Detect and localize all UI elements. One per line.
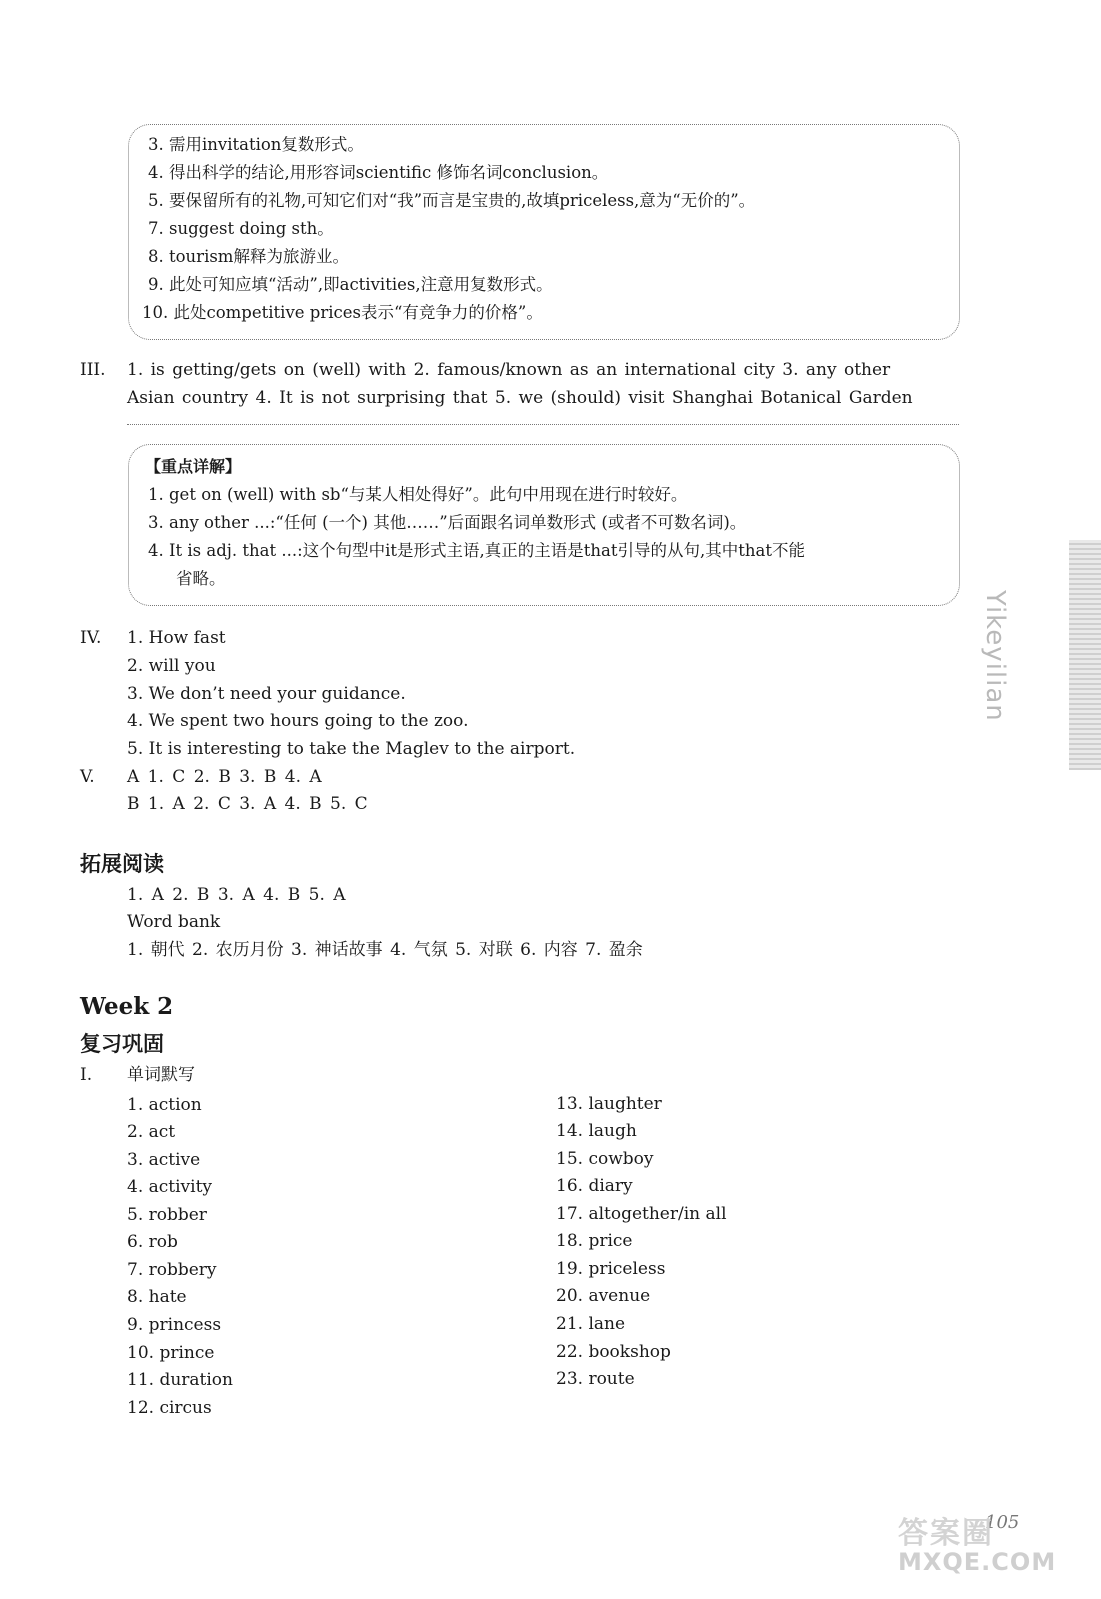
note-line: 3. 需用invitation复数形式。 [148, 135, 364, 154]
word-item: 13. laughter [556, 1094, 662, 1114]
word-item: 4. activity [127, 1177, 213, 1197]
word-item: 7. robbery [127, 1260, 217, 1280]
answer-line: 4. We spent two hours going to the zoo. [127, 711, 469, 731]
week-heading: Week 2 [80, 993, 174, 1020]
note-line: 8. tourism解释为旅游业。 [148, 247, 349, 266]
word-item: 6. rob [127, 1232, 178, 1252]
word-item: 18. price [556, 1231, 633, 1251]
word-item: 22. bookshop [556, 1342, 671, 1362]
word-item: 15. cowboy [556, 1149, 654, 1169]
note-line: 7. suggest doing sth。 [148, 219, 334, 238]
page-number: 105 [985, 1512, 1020, 1533]
word-item: 11. duration [127, 1370, 233, 1390]
word-bank-line: 1. 朝代 2. 农历月份 3. 神话故事 4. 气氛 5. 对联 6. 内容 7. 盈余 [127, 940, 643, 960]
note-line: 3. any other ...:“任何 (一个) 其他……”后面跟名词单数形式 (或者不可数名词)。 [148, 513, 747, 532]
word-bank-label: Word bank [127, 912, 221, 932]
section-numeral-iii: III. [80, 360, 106, 380]
section-iii-line-2: Asian country 4. It is not surprising that 5. we (should) visit Shanghai Botanical Garden [127, 388, 913, 408]
word-item: 10. prince [127, 1343, 215, 1363]
watermark-logo: 答案圈 [898, 1516, 994, 1551]
answer-line: A 1. C 2. B 3. B 4. A [127, 767, 322, 787]
word-item: 8. hate [127, 1287, 187, 1307]
section-iii-line-1: 1. is getting/gets on (well) with 2. famous/known as an international city 3. any other [127, 360, 891, 380]
answer-line: 1. How fast [127, 628, 226, 648]
section-numeral-v: V. [80, 767, 95, 787]
section-numeral-i: I. [80, 1065, 93, 1085]
extended-reading-heading: 拓展阅读 [80, 852, 164, 876]
answer-line: B 1. A 2. C 3. A 4. B 5. C [127, 794, 368, 814]
note-line: 4. 得出科学的结论,用形容词scientific 修饰名词conclusion。 [148, 163, 609, 182]
word-item: 12. circus [127, 1398, 212, 1418]
review-heading: 复习巩固 [80, 1032, 164, 1056]
note-line: 4. It is adj. that ...:这个句型中it是形式主语,真正的主语是that引导的从句,其中that不能 [148, 541, 805, 560]
word-item: 9. princess [127, 1315, 222, 1335]
answer-line: 2. will you [127, 656, 216, 676]
note-line: 5. 要保留所有的礼物,可知它们对“我”而言是宝贵的,故填priceless,意为“无价的”。 [148, 191, 756, 210]
word-item: 20. avenue [556, 1286, 651, 1306]
word-item: 21. lane [556, 1314, 626, 1334]
word-item: 5. robber [127, 1205, 207, 1225]
word-item: 3. active [127, 1150, 201, 1170]
word-item: 2. act [127, 1122, 176, 1142]
word-item: 1. action [127, 1095, 202, 1115]
watermark-url: MXQE.COM [898, 1548, 1057, 1576]
divider [127, 424, 959, 425]
section-numeral-iv: IV. [80, 628, 102, 648]
note-line: 10. 此处competitive prices表示“有竞争力的价格”。 [142, 303, 543, 322]
note-line: 省略。 [176, 569, 226, 588]
side-texture-strip [1069, 540, 1101, 770]
answer-line: 1. A 2. B 3. A 4. B 5. A [127, 885, 346, 905]
answer-line: 3. We don’t need your guidance. [127, 684, 406, 704]
word-item: 16. diary [556, 1176, 633, 1196]
word-item: 19. priceless [556, 1259, 666, 1279]
side-brand-text: Yikeyilian [980, 590, 1010, 722]
key-points-title: 【重点详解】 [145, 457, 242, 476]
word-item: 23. route [556, 1369, 635, 1389]
word-item: 14. laugh [556, 1121, 637, 1141]
answer-line: 5. It is interesting to take the Maglev to the airport. [127, 739, 576, 759]
note-line: 1. get on (well) with sb“与某人相处得好”。此句中用现在进行时较好。 [148, 485, 688, 504]
dictation-label: 单词默写 [127, 1065, 195, 1085]
word-item: 17. altogether/in all [556, 1204, 727, 1224]
note-line: 9. 此处可知应填“活动”,即activities,注意用复数形式。 [148, 275, 553, 294]
